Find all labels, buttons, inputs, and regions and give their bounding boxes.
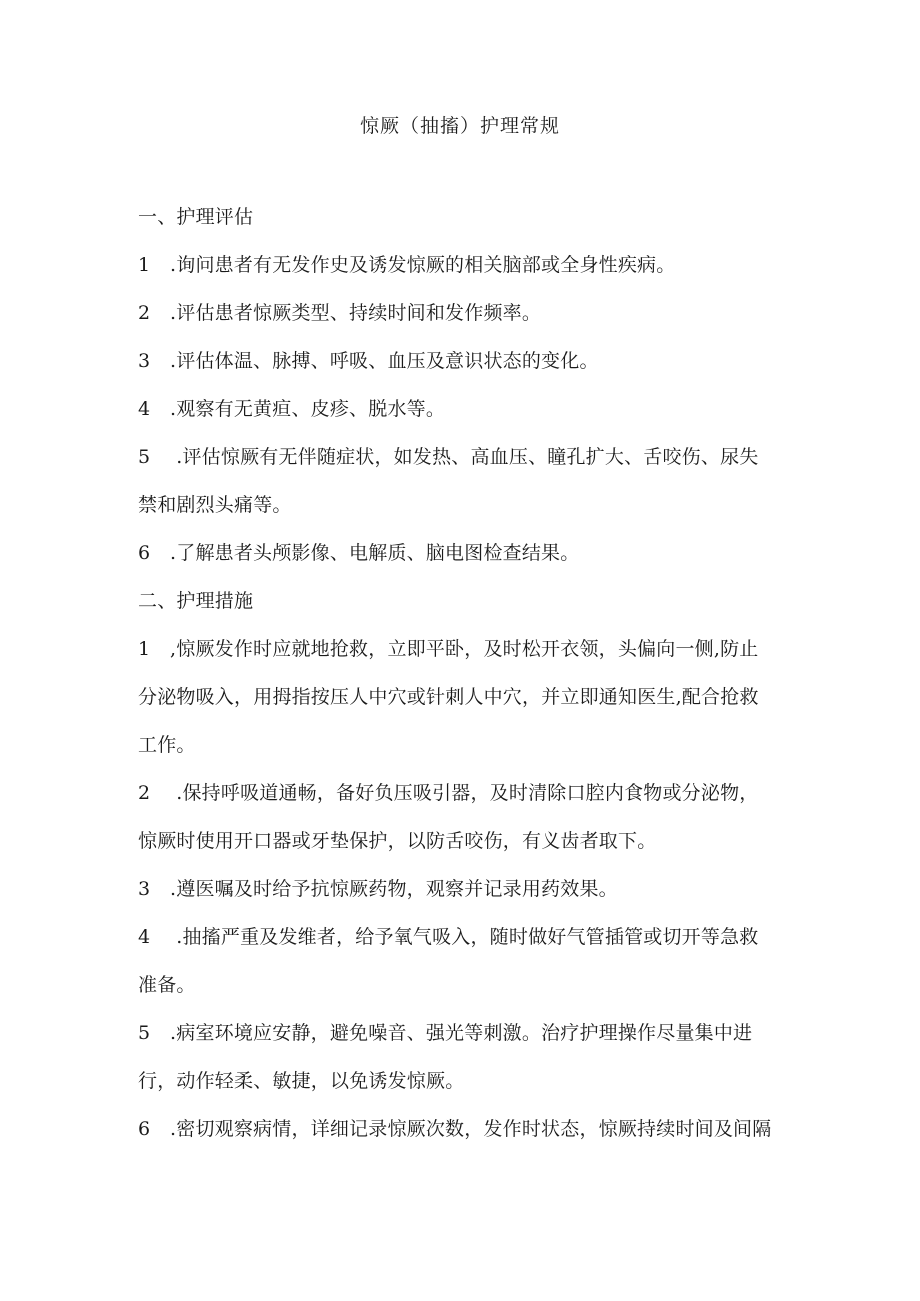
item-text: .抽搐严重及发维者，给予氧气吸入，随时做好气管插管或切开等急救 — [170, 926, 759, 948]
item-number: 5 — [138, 1022, 151, 1044]
assessment-item-6 — [138, 541, 786, 565]
measure-item-6 — [138, 1117, 786, 1141]
item-number: 3 — [138, 350, 151, 372]
item-number: 4 — [138, 926, 151, 948]
item-text: ,惊厥发作时应就地抢救，立即平卧，及时松开衣领，头偏向一侧,防止 — [170, 638, 759, 660]
measure-item-2 — [138, 781, 786, 805]
item-number: 3 — [138, 878, 151, 900]
measure-item-4-continued: 准备。 — [138, 974, 196, 996]
item-text: .评估体温、脉搏、呼吸、血压及意识状态的变化。 — [170, 350, 599, 372]
measure-item-5-continued: 行，动作轻柔、敏捷，以免诱发惊厥。 — [138, 1070, 465, 1092]
item-number: 1 — [138, 638, 151, 660]
item-text: .病室环境应安静，避免噪音、强光等刺激。治疗护理操作尽量集中进 — [170, 1022, 753, 1044]
assessment-item-1 — [138, 253, 786, 277]
measure-item-3 — [138, 877, 786, 901]
section-heading-measures: 二、护理措施 — [138, 590, 254, 612]
item-number: 2 — [138, 302, 151, 324]
item-number: 5 — [138, 446, 151, 468]
item-text: .遵医嘱及时给予抗惊厥药物，观察并记录用药效果。 — [170, 878, 618, 900]
item-number: 1 — [138, 254, 151, 276]
assessment-item-2 — [138, 301, 786, 325]
item-number: 4 — [138, 398, 151, 420]
measure-item-2-continued: 惊厥时使用开口器或牙垫保护，以防舌咬伤，有义齿者取下。 — [138, 830, 657, 852]
section-heading-assessment: 一、护理评估 — [138, 206, 254, 228]
measure-item-5 — [138, 1021, 786, 1045]
item-number: 6 — [138, 542, 151, 564]
measure-item-1-continued-2: 工作。 — [138, 734, 196, 756]
item-text: .观察有无黄疸、皮疹、脱水等。 — [170, 398, 446, 420]
item-text: .密切观察病情，详细记录惊厥次数，发作时状态，惊厥持续时间及间隔 — [170, 1118, 772, 1140]
item-text: .保持呼吸道通畅，备好负压吸引器，及时清除口腔内食物或分泌物， — [170, 782, 759, 804]
assessment-item-5 — [138, 445, 786, 469]
item-text: .了解患者头颅影像、电解质、脑电图检查结果。 — [170, 542, 580, 564]
item-text: .评估患者惊厥类型、持续时间和发作频率。 — [170, 302, 542, 324]
item-text: .评估惊厥有无伴随症状，如发热、高血压、瞳孔扩大、舌咬伤、尿失 — [170, 446, 759, 468]
measure-item-4 — [138, 925, 786, 949]
document-body — [138, 205, 786, 1165]
assessment-item-3 — [138, 349, 786, 373]
document-title: 惊厥（抽搐）护理常规 — [359, 115, 560, 137]
item-number: 2 — [138, 782, 151, 804]
item-number: 6 — [138, 1118, 151, 1140]
item-text: .询问患者有无发作史及诱发惊厥的相关脑部或全身性疾病。 — [170, 254, 676, 276]
assessment-item-5-continued: 禁和剧烈头痛等。 — [138, 494, 292, 516]
measure-item-1 — [138, 637, 786, 661]
assessment-item-4 — [138, 397, 786, 421]
measure-item-1-continued: 分泌物吸入，用拇指按压人中穴或针刺人中穴，并立即通知医生,配合抢救 — [138, 686, 759, 708]
